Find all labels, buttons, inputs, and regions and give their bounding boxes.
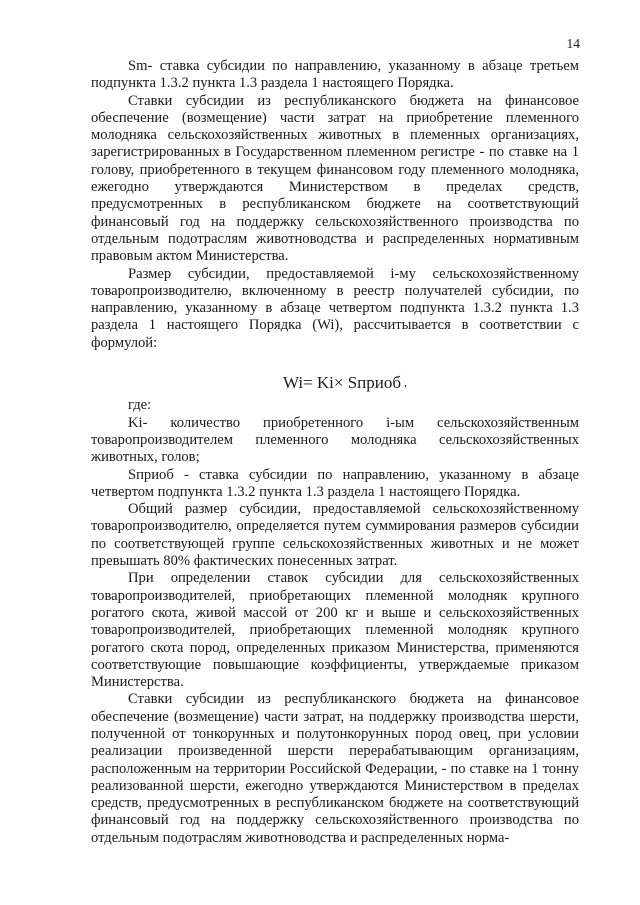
document-body [91, 58, 579, 847]
paragraph-sm-definition: Sm- ставка субсидии по направлению, указанному в абзаце третьем подпункта 1.3.2 пункта 1.3 раздела 1 настоящего Порядка. [91, 58, 579, 92]
paragraph-coefficients: При определении ставок субсидии для сельскохозяйственных товаропроизводителей, приобретающих племенной молодняк крупного рогатого скота, живой массой от 200 кг и выше и сельскохозяйственных товаропроизводителей, приобретающих племенной молодняк крупного рогатого скота пород, определенных приказом Министерства, применяются соответствующие повышающие коэффициенты, утверждаемые приказом Министерства. [91, 570, 579, 691]
paragraph-total-subsidy: Общий размер субсидии, предоставляемой сельскохозяйственному товаропроизводителю, определяется путем суммирования размеров субсидии по соответствующей группе сельскохозяйственных животных и не может превышать 80% фактических понесенных затрат. [91, 501, 579, 570]
formula-expression: Wi= Ki× Sприоб [282, 373, 402, 393]
formula [91, 374, 579, 391]
paragraph-spriob-definition: Sприоб - ставка субсидии по направлению, указанному в абзаце четвертом подпункта 1.3.2 пункта 1.3 раздела 1 настоящего Порядка. [91, 466, 579, 500]
paragraph-wool-rates: Ставки субсидии из республиканского бюджета на финансовое обеспечение (возмещение) части затрат, на поддержку производства шерсти, полученной от тонкорунных и полутонкорунных пород овец, при условии реализации произведенной шерсти перерабатывающим организациям, расположенным на территории Российской Федерации, - по ставке на 1 тонну реализованной шерсти, ежегодно утверждаются Министерством в пределах средств, предусмотренных в республиканском бюджете на соответствующий финансовый год на поддержку сельскохозяйственного производства по отдельным подотраслям животноводства и распределенных норма- [91, 691, 579, 846]
paragraph-subsidy-size: Размер субсидии, предоставляемой i-му сельскохозяйственному товаропроизводителю, включенному в реестр получателей субсидии, по направлению, указанному в абзаце четвертом подпункта 1.3.2 пункта 1.3 раздела 1 настоящего Порядка (Wi), рассчитывается в соответствии с формулой: [91, 265, 579, 351]
paragraph-breeding-stock-rates: Ставки субсидии из республиканского бюджета на финансовое обеспечение (возмещение) части затрат на приобретение племенного молодняка сельскохозяйственных животных в племенных организациях, зарегистрированных в Государственном племенном регистре - по ставке на 1 голову, приобретенного в текущем финансовом году племенного молодняка, ежегодно утверждаются Министерством в пределах средств, предусмотренных в республиканском бюджете на соответствующий финансовый год на поддержку сельскохозяйственного производства по отдельным подотраслям животноводства и распределенных нормативным правовым актом Министерства. [91, 92, 579, 265]
formula-comma: , [404, 375, 408, 390]
page-number: 14 [566, 36, 580, 51]
where-label: где: [128, 397, 152, 414]
paragraph-ki-definition: Ki- количество приобретенного i-ым сельскохозяйственным товаропроизводителем племенного молодняка сельскохозяйственных животных, голов; [91, 414, 579, 466]
